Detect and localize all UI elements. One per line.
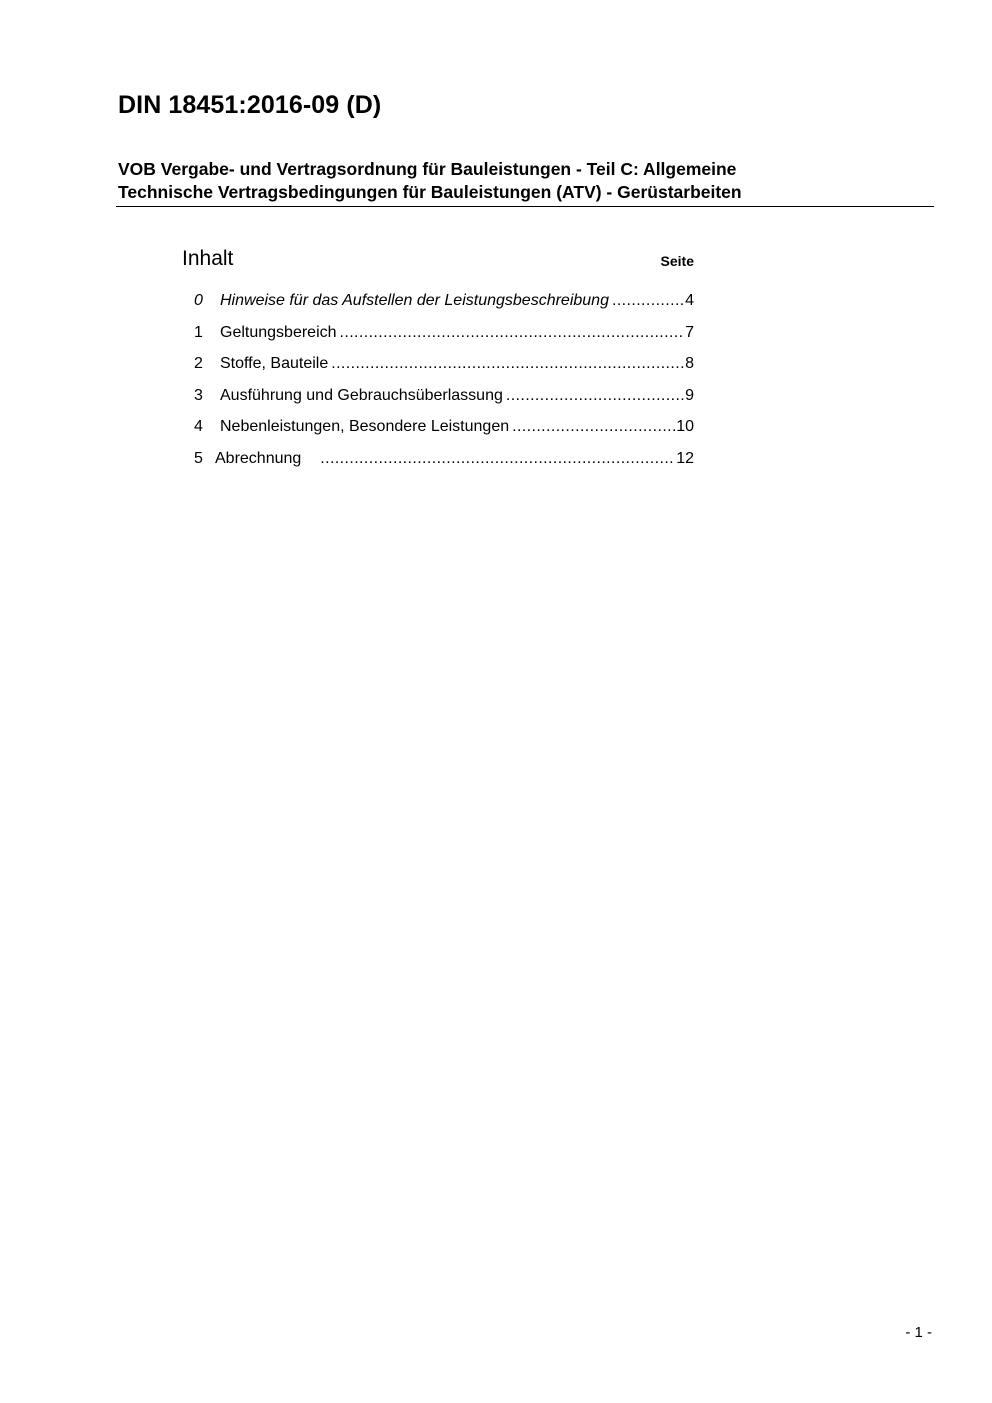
document-subtitle-line-1: VOB Vergabe- und Vertragsordnung für Bauleistungen - Teil C: Allgemeine — [118, 159, 737, 179]
toc-dot-leader — [320, 447, 675, 471]
toc-entry-title: Ausführung und Gebrauchsüberlassung — [220, 386, 503, 404]
toc-entry-title: Abrechnung — [215, 449, 302, 467]
toc-dot-leader — [340, 321, 685, 345]
toc-entry-number: 4 — [194, 418, 203, 435]
toc-entry-number: 3 — [194, 386, 203, 404]
toc-dot-leader — [512, 415, 675, 439]
toc-entry-number: 1 — [194, 323, 203, 341]
toc-entry-page: 12 — [676, 449, 694, 467]
toc-entry-page: 4 — [685, 292, 694, 309]
page-number: - 1 - — [905, 1324, 932, 1341]
title-divider — [116, 206, 934, 207]
toc-entry-0[interactable] — [194, 289, 694, 321]
document-subtitle-line-2: Technische Vertragsbedingungen für Bauleistungen (ATV) - Gerüstarbeiten — [118, 182, 742, 202]
toc-dot-leader — [612, 289, 684, 313]
toc-entry-page: 8 — [685, 355, 694, 372]
toc-entry-title: Stoffe, Bauteile — [220, 355, 329, 372]
toc-entry-4[interactable] — [194, 415, 694, 447]
document-subtitle — [118, 158, 908, 204]
toc-entry-page: 7 — [685, 323, 694, 341]
toc-entry-number: 0 — [194, 292, 203, 309]
toc-dot-leader — [506, 384, 684, 408]
toc-entry-5[interactable] — [194, 447, 694, 479]
toc-entry-title: Nebenleistungen, Besondere Leistungen — [220, 418, 510, 435]
toc-entry-number: 2 — [194, 355, 203, 372]
toc-entry-number: 5 — [194, 449, 203, 467]
toc-entry-1[interactable] — [194, 321, 694, 353]
toc-entry-page: 9 — [685, 386, 694, 404]
toc-entry-3[interactable] — [194, 384, 694, 416]
toc-heading: Inhalt — [182, 247, 234, 270]
document-title: DIN 18451:2016-09 (D) — [118, 91, 382, 119]
toc-entry-title: Hinweise für das Aufstellen der Leistungsbeschreibung — [220, 292, 609, 309]
toc-page-column-heading: Seite — [660, 253, 694, 269]
toc-dot-leader — [331, 352, 684, 376]
toc-entry-page: 10 — [676, 418, 694, 435]
toc-entry-title: Geltungsbereich — [220, 323, 337, 341]
table-of-contents — [194, 289, 694, 478]
toc-entry-2[interactable] — [194, 352, 694, 384]
